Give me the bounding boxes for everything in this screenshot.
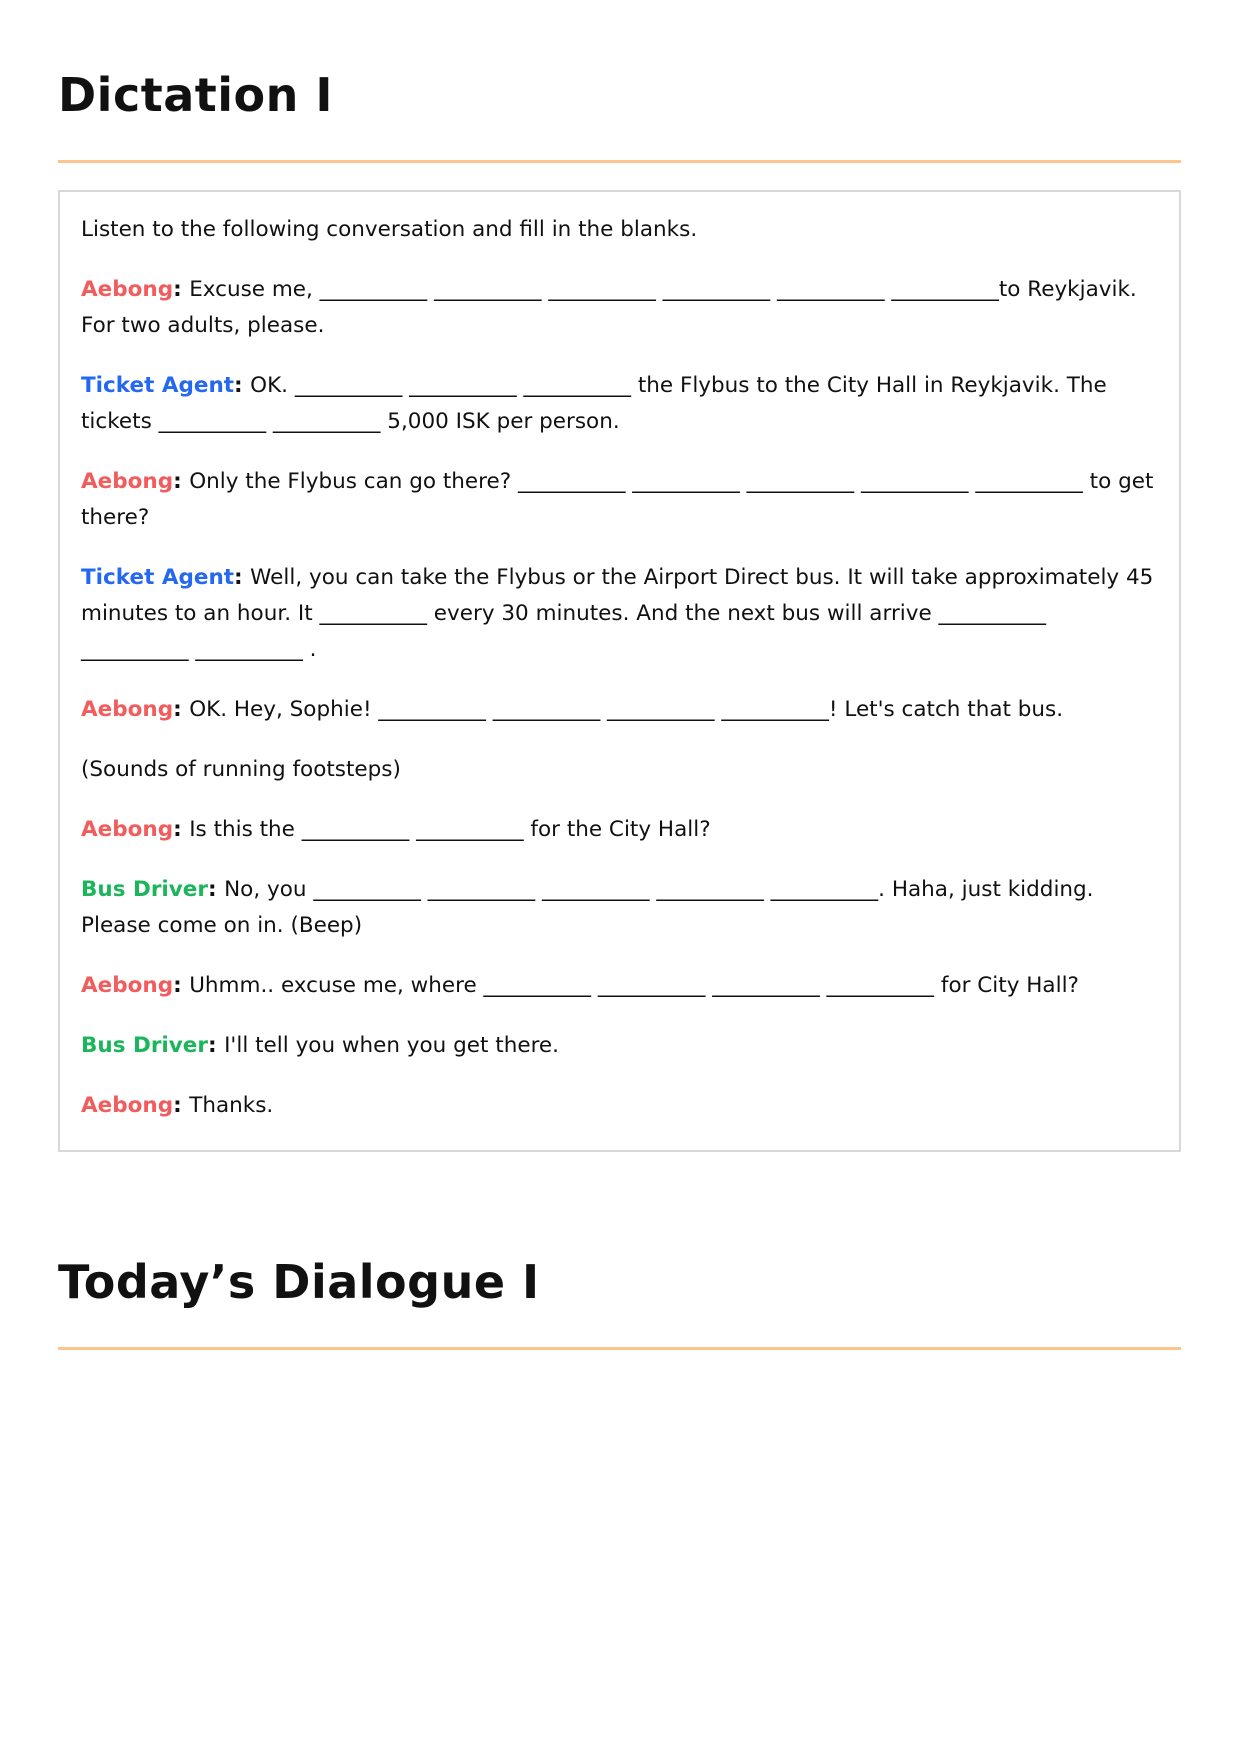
- dialogue-line: [81, 560, 1159, 668]
- speaker-name: Aebong:: [81, 1093, 190, 1118]
- speaker-label: Aebong: [81, 1093, 174, 1118]
- dialogue-line: [81, 368, 1159, 440]
- section-divider: [58, 160, 1181, 163]
- dialogue-text: Excuse me, __________ __________ __________ __________ __________ __________to Reykjavik. For two adults, please.: [81, 277, 1137, 338]
- dialogue-line: [81, 752, 1159, 788]
- dialogue-text: Well, you can take the Flybus or the Airport Direct bus. It will take approximately 45 minutes to an hour. It __________ every 30 minutes. And the next bus will arrive __________ __________ __________ .: [81, 565, 1154, 662]
- dialogue-line: [81, 464, 1159, 536]
- speaker-label: Aebong: [81, 697, 174, 722]
- speaker-label: Aebong: [81, 817, 174, 842]
- dialogue-text: Thanks.: [189, 1093, 274, 1118]
- dialogue-text: Is this the __________ __________ for the City Hall?: [189, 817, 711, 842]
- instructions: Listen to the following conversation and fill in the blanks.: [81, 217, 698, 242]
- speaker-label: Aebong: [81, 277, 174, 302]
- speaker-name: Aebong:: [81, 973, 190, 998]
- dialogue-text: I'll tell you when you get there.: [224, 1033, 559, 1058]
- speaker-name: Aebong:: [81, 817, 190, 842]
- speaker-name: Aebong:: [81, 469, 190, 494]
- dialogue-text: OK. __________ __________ __________ the Flybus to the City Hall in Reykjavik. The tickets __________ __________ 5,000 ISK per person.: [81, 373, 1107, 434]
- speaker-label: Aebong: [81, 973, 174, 998]
- dialogue-text: Uhmm.. excuse me, where __________ __________ __________ __________ for City Hall?: [189, 973, 1079, 998]
- dictation-box: [58, 190, 1181, 1152]
- speaker-name: Bus Driver:: [81, 1033, 225, 1058]
- dialogue-text: OK. Hey, Sophie! __________ __________ __________ __________! Let's catch that bus.: [189, 697, 1064, 722]
- dialogue-line: [81, 1028, 1159, 1064]
- dialogue-line: [81, 272, 1159, 344]
- dialogue-line: [81, 872, 1159, 944]
- speaker-label: Bus Driver: [81, 1033, 208, 1058]
- speaker-name: Ticket Agent:: [81, 565, 251, 590]
- speaker-label: Bus Driver: [81, 877, 208, 902]
- speaker-name: Aebong:: [81, 697, 190, 722]
- section-title-dictation: Dictation I: [58, 68, 333, 122]
- dialogue-text: No, you __________ __________ __________ __________ __________. Haha, just kidding. Please come on in. (Beep): [81, 877, 1094, 938]
- speaker-name: Ticket Agent:: [81, 373, 251, 398]
- dialogue-line: [81, 692, 1159, 728]
- dialogue-line: [81, 968, 1159, 1004]
- dialogue-text: Only the Flybus can go there? __________ __________ __________ __________ __________ to get there?: [81, 469, 1154, 530]
- section-title-dialogue: Today’s Dialogue I: [58, 1255, 540, 1309]
- section-divider: [58, 1347, 1181, 1350]
- speaker-name: Bus Driver:: [81, 877, 225, 902]
- speaker-name: Aebong:: [81, 277, 190, 302]
- dialogue-text: (Sounds of running footsteps): [81, 757, 401, 782]
- speaker-label: Aebong: [81, 469, 174, 494]
- speaker-label: Ticket Agent: [81, 565, 235, 590]
- dialogue-line: [81, 812, 1159, 848]
- speaker-label: Ticket Agent: [81, 373, 235, 398]
- dialogue-line: [81, 1088, 1159, 1124]
